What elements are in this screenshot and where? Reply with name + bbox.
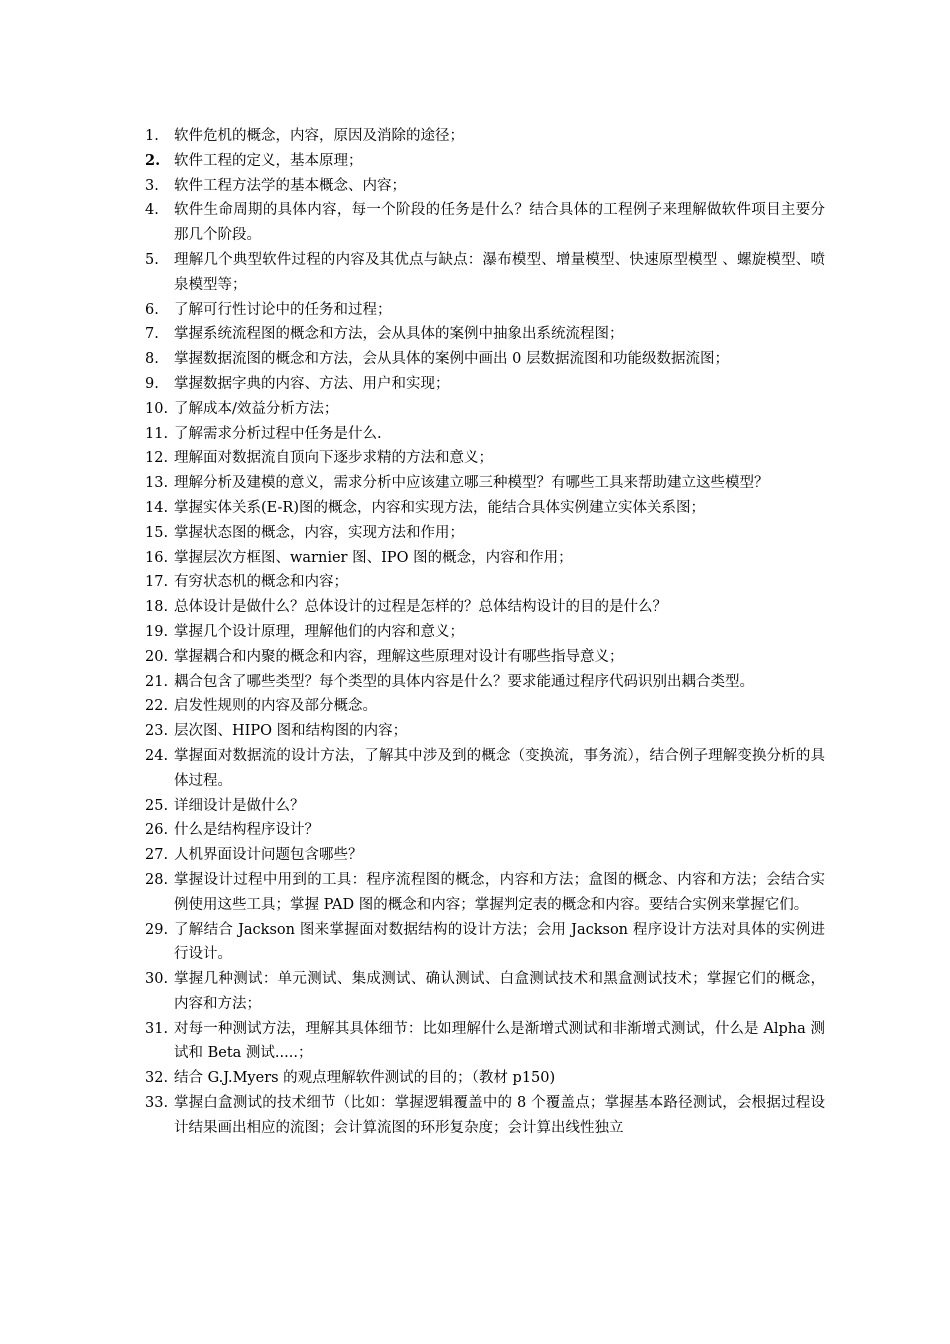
item-number: 9.	[145, 375, 159, 392]
item-number: 28.	[145, 871, 169, 888]
item-text: 掌握数据字典的内容、方法、用户和实现；	[174, 375, 450, 392]
item-number: 19.	[145, 623, 169, 640]
outline-item	[145, 496, 825, 521]
item-text: 软件生命周期的具体内容，每一个阶段的任务是什么？结合具体的工程例子来理解做软件项目主要分那几个阶段。	[174, 202, 825, 244]
item-text: 掌握几个设计原理，理解他们的内容和意义；	[174, 623, 464, 640]
outline-item	[145, 174, 825, 199]
item-number: 16.	[145, 549, 169, 566]
outline-item	[145, 198, 825, 248]
outline-item	[145, 918, 825, 968]
item-number: 31.	[145, 1020, 169, 1037]
outline-item	[145, 1066, 825, 1091]
item-number: 3.	[145, 177, 159, 194]
item-text: 了解结合 Jackson 图来掌握面对数据结构的设计方法；会用 Jackson 程序设计方法对具体的实例进行设计。	[174, 921, 825, 963]
item-number: 11.	[145, 425, 169, 442]
item-number: 10.	[145, 400, 169, 417]
item-number: 24.	[145, 747, 169, 764]
item-number: 32.	[145, 1070, 169, 1087]
outline-item	[145, 570, 825, 595]
outline-item	[145, 843, 825, 868]
item-number: 2.	[145, 151, 161, 169]
item-number: 29.	[145, 921, 169, 938]
outline-item	[145, 546, 825, 571]
item-text: 掌握层次方框图、warnier 图、IPO 图的概念，内容和作用；	[174, 549, 573, 566]
outline-item	[145, 446, 825, 471]
item-text: 启发性规则的内容及部分概念。	[174, 698, 377, 715]
item-number: 12.	[145, 450, 169, 467]
outline-item	[145, 298, 825, 323]
item-text: 掌握实体关系(E-R)图的概念，内容和实现方法，能结合具体实例建立实体关系图；	[174, 499, 705, 516]
item-number: 30.	[145, 971, 169, 988]
item-text: 层次图、HIPO 图和结构图的内容；	[174, 723, 408, 740]
item-text: 软件危机的概念，内容，原因及消除的途径；	[174, 128, 464, 144]
outline-item	[145, 521, 825, 546]
item-number: 25.	[145, 797, 169, 814]
outline-item	[145, 744, 825, 794]
outline-item	[145, 248, 825, 298]
item-text: 对每一种测试方法，理解其具体细节：比如理解什么是渐增式测试和非渐增式测试，什么是 Alpha 测试和 Beta 测试.....；	[174, 1020, 825, 1062]
item-number: 6.	[145, 301, 159, 318]
item-number: 1.	[145, 128, 159, 144]
item-text: 掌握几种测试：单元测试、集成测试、确认测试、白盒测试技术和黑盒测试技术；掌握它们的概念，内容和方法；	[174, 971, 825, 1012]
item-number: 22.	[145, 698, 169, 715]
item-number: 4.	[145, 202, 159, 219]
item-text: 理解面对数据流自顶向下逐步求精的方法和意义；	[174, 450, 493, 467]
outline-item	[145, 322, 825, 347]
item-number: 13.	[145, 475, 169, 492]
item-number: 15.	[145, 524, 169, 541]
item-number: 20.	[145, 648, 169, 665]
item-number: 27.	[145, 847, 169, 864]
item-number: 5.	[145, 251, 159, 268]
item-text: 理解分析及建模的意义，需求分析中应该建立哪三种模型？有哪些工具来帮助建立这些模型？	[174, 475, 769, 492]
outline-item	[145, 868, 825, 918]
outline-item	[145, 794, 825, 819]
item-text: 了解成本/效益分析方法；	[174, 400, 339, 417]
item-text: 了解需求分析过程中任务是什么.	[174, 425, 382, 442]
item-text: 掌握白盒测试的技术细节（比如：掌握逻辑覆盖中的 8 个覆盖点；掌握基本路径测试，会根据过程设计结果画出相应的流图；会计算流图的环形复杂度；会计算出线性独立	[174, 1095, 825, 1136]
outline-item	[145, 694, 825, 719]
item-text: 什么是结构程序设计？	[174, 822, 319, 839]
item-number: 7.	[145, 326, 159, 343]
item-number: 18.	[145, 599, 169, 616]
item-number: 26.	[145, 822, 169, 839]
item-text: 掌握系统流程图的概念和方法，会从具体的案例中抽象出系统流程图；	[174, 326, 624, 343]
item-text: 掌握耦合和内聚的概念和内容，理解这些原理对设计有哪些指导意义；	[174, 648, 624, 665]
outline-item	[145, 422, 825, 447]
item-text: 掌握面对数据流的设计方法，了解其中涉及到的概念（变换流，事务流），结合例子理解变换分析的具体过程。	[174, 747, 825, 789]
outline-item	[145, 347, 825, 372]
item-text: 掌握状态图的概念，内容，实现方法和作用；	[174, 524, 464, 541]
outline-item	[145, 372, 825, 397]
item-text: 理解几个典型软件过程的内容及其优点与缺点：瀑布模型、增量模型、快速原型模型 、螺旋模型、喷泉模型等；	[174, 251, 825, 293]
item-text: 软件工程的定义，基本原理；	[174, 152, 363, 169]
item-number: 23.	[145, 723, 169, 740]
outline-item	[145, 719, 825, 744]
item-number: 14.	[145, 499, 169, 516]
item-text: 结合 G.J.Myers 的观点理解软件测试的目的；（教材 p150)	[174, 1070, 556, 1087]
outline-item	[145, 1017, 825, 1067]
outline-item	[145, 149, 825, 174]
item-text: 掌握设计过程中用到的工具：程序流程图的概念，内容和方法；盒图的概念、内容和方法；会结合实例使用这些工具；掌握 PAD 图的概念和内容；掌握判定表的概念和内容。要结合实例来掌握它们。	[174, 871, 825, 913]
item-text: 有穷状态机的概念和内容；	[174, 574, 348, 591]
outline-item	[145, 397, 825, 422]
outline-item	[145, 595, 825, 620]
item-number: 33.	[145, 1095, 169, 1112]
item-text: 总体设计是做什么？总体设计的过程是怎样的？总体结构设计的目的是什么？	[174, 599, 667, 616]
outline-item	[145, 818, 825, 843]
outline-item	[145, 645, 825, 670]
item-text: 掌握数据流图的概念和方法，会从具体的案例中画出 0 层数据流图和功能级数据流图；	[174, 351, 729, 368]
outline-item	[145, 967, 825, 1017]
item-number: 8.	[145, 351, 159, 368]
outline-item	[145, 1091, 825, 1141]
item-text: 耦合包含了哪些类型？每个类型的具体内容是什么？要求能通过程序代码识别出耦合类型。	[174, 673, 754, 690]
item-number: 21.	[145, 673, 169, 690]
outline-item	[145, 471, 825, 496]
outline-item	[145, 670, 825, 695]
study-outline-list	[145, 124, 825, 1141]
outline-item	[145, 124, 825, 149]
item-text: 详细设计是做什么？	[174, 797, 305, 814]
item-text: 人机界面设计问题包含哪些？	[174, 847, 363, 864]
item-text: 软件工程方法学的基本概念、内容；	[174, 177, 406, 194]
outline-item	[145, 620, 825, 645]
item-number: 17.	[145, 574, 169, 591]
item-text: 了解可行性讨论中的任务和过程；	[174, 301, 392, 318]
